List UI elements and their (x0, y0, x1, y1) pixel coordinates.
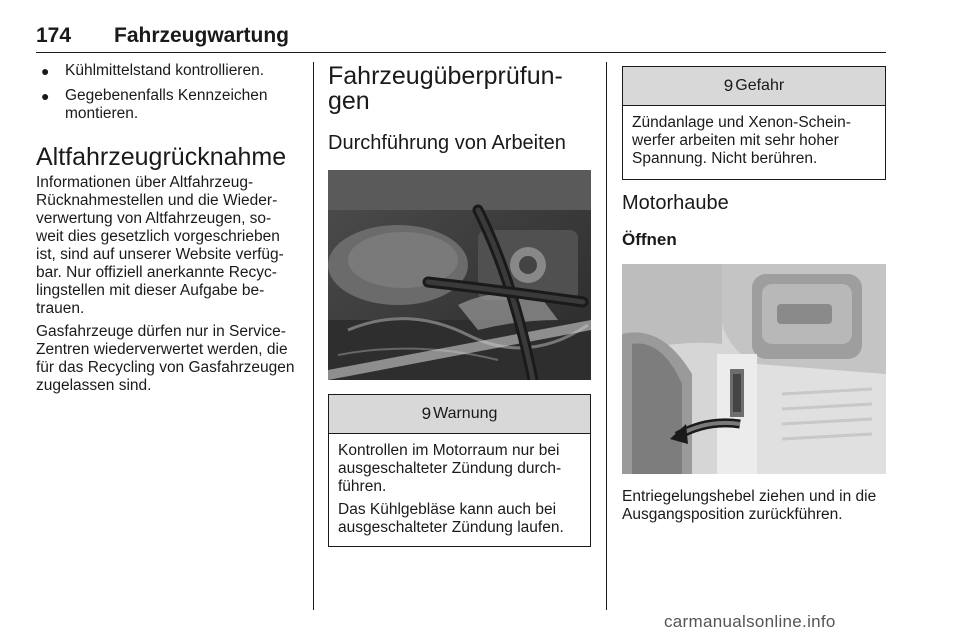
paragraph: Informationen über Altfahrzeug-Rücknahmestellen und die Wieder-verwertung von Altfahrzeugen, so-weit dies gesetzlich vorgeschrieben ist, sind auf unserer Website verfüg-bar. Nur offiziell anerkannte Recyc-lingstellen mit dieser Aufgabe be-trauen. (36, 174, 284, 317)
chapter-title: Fahrzeugwartung (114, 24, 290, 47)
danger-box (622, 66, 886, 180)
danger-body (623, 106, 885, 179)
paragraph: Zündanlage und Xenon-Schein-werfer arbeiten mit sehr hoher Spannung. Nicht berühren. (632, 114, 851, 167)
section-title: Fahrzeugüberprüfun- gen (328, 62, 563, 115)
section-title: Altfahrzeugrücknahme (36, 143, 287, 171)
bullet-icon: ● (41, 88, 50, 104)
column-left (36, 62, 298, 400)
engine-bay-image (328, 170, 591, 380)
paragraph: Kontrollen im Motorraum nur bei ausgeschalteter Zündung durch-führen. (338, 442, 562, 495)
page-header (36, 12, 886, 53)
column-divider (313, 62, 314, 610)
bullet-list (36, 62, 298, 123)
engine-bay-figure (328, 170, 591, 380)
list-item: ● Gegebenenfalls Kennzeichen montieren. (41, 87, 268, 122)
watermark-logo: carmanualsonline.info (664, 612, 836, 631)
hood-release-image (622, 264, 886, 474)
paragraph: Gasfahrzeuge dürfen nur in Service-Zentren wiederverwertet werden, die für das Recycling von Gasfahrzeugen zugelassen sind. (36, 323, 295, 394)
warning-icon: 9 (421, 404, 432, 423)
subsection-title: Durchführung von Arbeiten (328, 132, 566, 154)
figure-caption: Entriegelungshebel ziehen und in die Ausgangsposition zurückführen. (622, 488, 877, 523)
paragraph: Das Kühlgebläse kann auch bei ausgeschalteter Zündung laufen. (338, 501, 564, 536)
danger-header (623, 67, 885, 106)
column-right (622, 62, 886, 529)
warning-body (329, 434, 590, 546)
column-divider (606, 62, 607, 610)
warning-header (329, 395, 590, 434)
hood-release-figure (622, 264, 886, 474)
warning-icon: 9 (723, 76, 734, 95)
warning-box (328, 394, 591, 547)
section-title: Motorhaube (622, 192, 729, 214)
warning-label: Warnung (433, 405, 498, 422)
page-number: 174 (36, 24, 72, 47)
bullet-icon: ● (41, 63, 50, 79)
list-item: ● Kühlmittelstand kontrollieren. (41, 62, 265, 79)
column-middle (328, 62, 591, 547)
subsection-title: Öffnen (622, 230, 677, 249)
danger-label: Gefahr (735, 77, 785, 94)
